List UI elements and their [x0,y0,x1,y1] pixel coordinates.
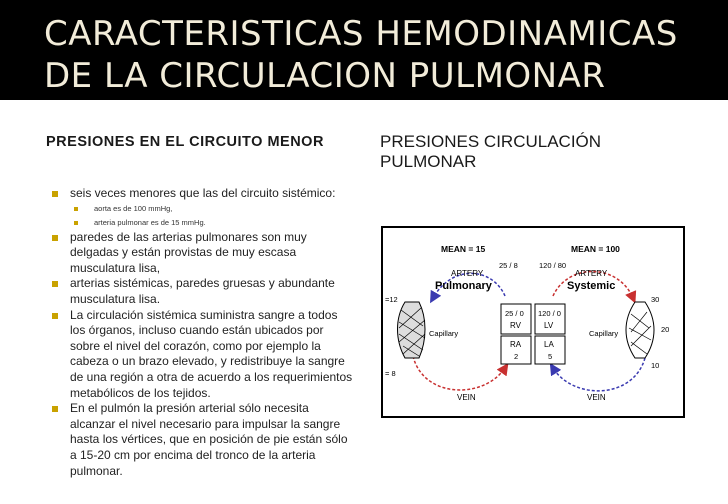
bullet-item [46,276,356,307]
slide-title-line-1: CARACTERISTICAS HEMODINAMICAS [44,14,678,54]
systemic-vein-curve [553,358,645,391]
bullet-text: paredes de las arterias pulmonares son muy delgadas y están provistas de muy escasa musculatura lisa, [70,229,307,275]
ra-label: RA [510,340,522,349]
slide-title-line-2: DE LA CIRCULACION PULMONAR [44,56,606,96]
value-20: 20 [661,325,670,334]
circulation-diagram-svg [383,228,683,416]
bullet-text: arterias sistémicas, paredes gruesas y abundante musculatura lisa. [70,276,335,306]
title-bar [0,0,728,100]
sub-bullet-item [46,202,356,216]
pulmonary-artery-pressure: 25 / 8 [499,261,518,270]
mean-left-label: MEAN = 15 [441,244,486,254]
sub-bullet-item [46,216,356,230]
left-heading: PRESIONES EN EL CIRCUITO MENOR [46,134,324,150]
bullet-item [46,230,356,277]
capillary-label-right: Capillary [589,329,619,338]
bullet-icon [74,221,78,225]
bullet-list [46,186,356,479]
mean-right-label: MEAN = 100 [571,244,620,254]
vein-label-left: VEIN [457,393,476,402]
bullet-item [46,401,356,479]
bullet-text: seis veces menores que las del circuito sistémico: [70,186,336,200]
bullet-text: La circulación sistémica suministra sangre a todos los órganos, incluso cuando están ubicados por sobre el nivel del corazón, como por ejemplo la cabeza o un brazo elevado, y redistribuye la sangre de una región a otra de acuerdo a los requerimientos metabólicos de los tejidos. [70,307,353,400]
capillary-label-left: Capillary [429,329,459,338]
right-heading: PRESIONES CIRCULACIÓN PULMONAR [380,132,602,171]
vein-label-right: VEIN [587,393,606,402]
value-12: =12 [385,295,398,304]
bullet-item [46,186,356,202]
bullet-text: En el pulmón la presión arterial sólo necesita alcanzar el nivel necesario para impulsar la sangre hasta los vértices, que en posición de pie están sólo a 15-20 cm por encima del tronco de la arteria pulmonar. [70,401,348,478]
bullet-icon [74,207,78,211]
ra-pressure: 2 [514,352,519,361]
systemic-label: Systemic [567,280,616,292]
artery-label-left: ARTERY [451,269,484,278]
value-30: 30 [651,295,660,304]
rv-label: RV [510,321,521,330]
circulation-diagram [381,226,685,418]
la-pressure: 5 [548,352,553,361]
la-label: LA [544,340,554,349]
rv-pressure: 25 / 0 [505,309,524,318]
lv-label: LV [544,321,554,330]
bullet-icon [52,313,58,319]
bullet-icon [52,235,58,241]
sub-bullet-text: aorta es de 100 mmHg, [94,203,173,213]
pulmonary-vein-curve [413,356,505,390]
bullet-icon [52,281,58,287]
value-10: 10 [651,361,660,370]
pulmonary-label: Pulmonary [435,280,492,292]
systemic-capillary-icon [626,302,654,358]
value-8: = 8 [385,369,396,378]
bullet-item [46,308,356,402]
bullet-icon [52,191,58,197]
sub-bullet-text: arteria pulmonar es de 15 mmHg. [94,217,206,227]
artery-label-right: ARTERY [575,269,608,278]
lv-pressure: 120 / 0 [538,309,561,318]
bullet-icon [52,406,58,412]
systemic-artery-pressure: 120 / 80 [539,261,567,270]
